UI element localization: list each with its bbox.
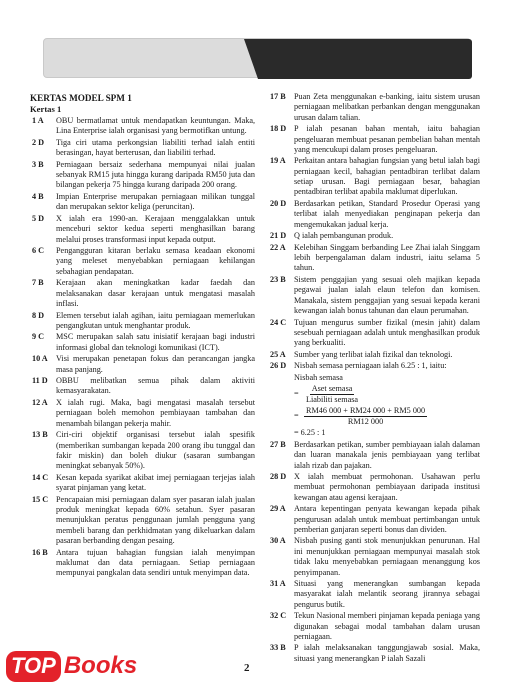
answer-item: [268, 536, 480, 577]
answer-item: [268, 361, 480, 371]
answer-number: 12 A: [32, 398, 48, 407]
answer-text: Tujuan mengurus sumber fizikal (mesin jahit) dalam sesebuah perniagaan adalah untuk menghasilkan produk yang berkualiti.: [294, 317, 480, 348]
section-title: KERTAS MODEL SPM 1: [30, 93, 132, 103]
logo-books-text: Books: [63, 652, 138, 679]
formula-denominator-1: Liabiliti semasa: [306, 394, 359, 404]
answer-item: [268, 231, 480, 241]
answer-number: 23 B: [270, 274, 286, 284]
formula-equals: =: [294, 389, 299, 399]
formula-numerator-2: RM46 000 + RM24 000 + RM5 000: [306, 405, 426, 415]
formula-fraction-1: [304, 384, 360, 405]
answer-text: X ialah rugi. Maka, bagi mengatasi masalah tersebut perniagaan boleh memohon pembiayaan tambahan dan menambah bilangan pekerja mahir.: [56, 398, 255, 428]
answer-text: Tekun Nasional memberi pinjaman kepada peniaga yang digunakan sebagai modal tambahan dalam urusan perniagaan.: [294, 611, 480, 641]
formula-result: = 6.25 : 1: [294, 427, 326, 437]
answer-list-left: [30, 116, 255, 579]
answer-item: [30, 495, 255, 547]
formula-numerator-1: Aset semasa: [311, 383, 353, 393]
answer-item: [268, 643, 480, 664]
right-column: [268, 92, 480, 665]
answer-text: Berdasarkan petikan, Standard Prosedur Operasi yang terlibat ialah menyediakan penginapan pekerja dan mengemukakan jadual kerja.: [294, 199, 480, 229]
answer-item: [30, 332, 255, 353]
answer-text: Kerajaan akan meningkatkan kadar faedah dan melaksanakan dasar kerajaan untuk mengatasi masalah inflasi.: [56, 278, 255, 308]
answer-item: [268, 611, 480, 642]
answer-number: 31 A: [270, 579, 286, 589]
answer-item: [30, 548, 255, 579]
answer-text: Nisbah semasa perniagaan ialah 6.25 : 1, iaitu:: [294, 361, 447, 371]
answer-number: 17 B: [270, 92, 286, 101]
answer-item: [268, 156, 480, 197]
answer-text: Elemen tersebut ialah agihan, iaitu perniagaan memerlukan pengangkutan untuk menghantar produk.: [56, 310, 255, 330]
answer-number: 29 A: [270, 504, 286, 514]
answer-number: 2 D: [32, 137, 45, 147]
answer-item: [268, 504, 480, 535]
answer-item: [30, 354, 255, 375]
answer-item: [268, 579, 480, 610]
answer-item: [268, 318, 480, 349]
answer-number: 14 C: [32, 472, 49, 482]
formula-row-2: [294, 406, 480, 427]
answer-item: [268, 472, 480, 503]
answer-number: 21 D: [270, 231, 287, 241]
header-tab: [258, 39, 472, 79]
answer-item: [30, 116, 255, 137]
answer-item: [30, 430, 255, 471]
answer-text: Antara tujuan bahagian fungsian ialah menyimpan maklumat dan data perniagaan. Setiap perniagaan mempunyai pangkalan data sendiri untuk menyimpan data.: [56, 547, 255, 578]
answer-text: Perniagaan bersaiz sederhana mempunyai nilai jualan sebanyak RM15 juta hingga kurang daripada RM50 juta dan bilangan pekerja 75 hingga kurang daripada 200 orang.: [56, 159, 255, 190]
answer-number: 28 D: [270, 472, 287, 482]
answer-item: [30, 214, 255, 245]
answer-number: 22 A: [270, 242, 286, 252]
answer-number: 6 C: [32, 246, 45, 256]
answer-number: 25 A: [270, 349, 286, 359]
answer-number: 1 A: [32, 116, 44, 125]
formula-equals: =: [294, 411, 299, 421]
answer-text: X ialah membuat permohonan. Usahawan perlu membuat permohonan pembiayaan daripada institusi kewangan atau agensi kerajaan.: [294, 472, 480, 502]
answer-number: 16 B: [32, 547, 48, 557]
answer-item: [30, 376, 255, 397]
answer-text: Puan Zeta menggunakan e-banking, iaitu sistem urusan perniagaan melibatkan perbankan dengan menggunakan urusan dalam talian.: [294, 92, 480, 122]
answer-text: Perkaitan antara bahagian fungsian yang betul ialah bagi perniagaan kecil, bahagian pentadbiran terlibat dalam setiap urusan. Bagi perniagaan besar, bahagian pentadbiran terlibat apabila maklumat diperlukan.: [294, 156, 480, 197]
answer-item: [268, 275, 480, 316]
header-band: [43, 38, 471, 78]
answer-item: [268, 350, 480, 360]
answer-number: 24 C: [270, 317, 287, 327]
answer-number: 15 C: [32, 494, 49, 504]
answer-number: 13 B: [32, 430, 48, 440]
answer-number: 26 D: [270, 361, 287, 371]
answer-number: 32 C: [270, 611, 287, 621]
answer-text: Kelebihan Singgam berbanding Lee Zhai ialah Singgam lebih berpengalaman dalam industri, iaitu selama 5 tahun.: [294, 242, 480, 273]
answer-number: 4 B: [32, 191, 44, 201]
formula-block: [294, 373, 480, 438]
answer-text: Impian Enterprise merupakan perniagaan milikan tunggal dan merupakan sektor keliga (peruncitan).: [56, 191, 255, 212]
formula-denominator-2: RM12 000: [347, 416, 384, 426]
answer-item: [30, 192, 255, 213]
answer-text: OBBU melibatkan semua pihak dalam aktiviti kemasyarakatan.: [56, 376, 255, 396]
formula-label: Nisbah semasa: [294, 372, 343, 382]
answer-number: 7 B: [32, 278, 44, 288]
answer-text: Visi merupakan penetapan fokus dan perancangan jangka masa panjang.: [56, 354, 255, 374]
answer-item: [268, 199, 480, 230]
answer-number: 11 D: [32, 376, 48, 386]
answer-number: 33 B: [270, 643, 286, 653]
answer-item: [30, 398, 255, 429]
formula-row-1: [294, 384, 480, 405]
answer-item: [30, 138, 255, 159]
answer-text: Berdasarkan petikan, sumber pembiayaan ialah dalaman dan luaran manakala jenis pembiayaan yang terlibat ialah rizab dan pajakan.: [294, 439, 480, 470]
page-title: JAWAPAN: [234, 8, 329, 28]
logo-top-text: TOP: [6, 651, 61, 682]
answer-text: Nisbah pusing ganti stok menunjukkan penurunan. Hal ini menunjukkan perniagaan mempunyai masalah stok tidak laku menyebabkan perniagaan menanggung kos penyimpanan.: [294, 536, 480, 577]
answer-text: Situasi yang menerangkan sumbangan kepada masyarakat ialah melantik seorang jirannya sebagai pengurus butik.: [294, 579, 480, 609]
answer-number: 19 A: [270, 156, 286, 166]
answer-number: 9 C: [32, 332, 45, 342]
answer-number: 20 D: [270, 199, 287, 208]
answer-text: MSC merupakan salah satu inisiatif kerajaan bagi industri informasi global dan teknologi komunikasi (ICT).: [56, 332, 255, 352]
answer-text: OBU bermatlamat untuk mendapatkan keuntungan. Maka, Lina Enterprise ialah organisasi yang bermotifkan untung.: [56, 116, 255, 136]
answer-text: X ialah era 1990-an. Kerajaan menggalakkan untuk menceburi sektor kedua seperti menghasilkan barang melalui proses transformasi input kepada output.: [56, 213, 255, 244]
formula-fraction-2: [304, 406, 427, 427]
answer-number: 27 B: [270, 439, 286, 449]
left-column: [30, 92, 255, 580]
answer-text: Antara kepentingan penyata kewangan kepada pihak pengurusan adalah untuk membuat pertimbangan untuk pemberian ganjaran seperti bonus dan dividen.: [294, 504, 480, 534]
answer-text: Pengangguran kitaran berlaku semasa keadaan ekonomi yang meleset menyebabkan perniagaan kehilangan sebahagian pendapatan.: [56, 246, 255, 276]
answer-item: [30, 246, 255, 277]
answer-text: Sumber yang terlibat ialah fizikal dan teknologi.: [294, 349, 453, 359]
section-subtitle: Kertas 1: [30, 104, 62, 114]
answer-number: 3 B: [32, 159, 44, 169]
answer-number: 5 D: [32, 213, 45, 223]
answer-text: Pencapaian misi perniagaan dalam syer pasaran ialah jualan produk meningkat kepada 60% setahun. Syer pasaran menunjukkan peratus penggunaan jumlah pengguna yang membeli barang dan perkhidmatan yang dikeluarkan dalam pasaran berbanding dengan pesaing.: [56, 494, 255, 546]
answer-number: 18 D: [270, 124, 287, 134]
answer-number: 8 D: [32, 310, 45, 320]
answer-item: [30, 311, 255, 332]
answer-item: [268, 92, 480, 123]
page-number: 2: [244, 662, 250, 674]
answer-text: Ciri-ciri objektif organisasi tersebut ialah spesifik (memberikan sumbangan kepada 200 orang ibu tunggal dan fakir miskin) dan boleh diukur (sasaran sumbangan meningkat sebanyak 50%).: [56, 430, 255, 471]
answer-list-right-b: [268, 440, 480, 664]
answer-item: [268, 124, 480, 155]
answer-item: [268, 440, 480, 471]
answer-item: [30, 160, 255, 191]
answer-number: 30 A: [270, 536, 286, 546]
answer-text: Sistem penggajian yang sesuai oleh majikan kepada pegawai jualan ialah elaun telefon dan komisen. Manakala, sistem penggajian yang sesuai kepada kerani kewangan ialah bonus tahunan dan elaun perumahan.: [294, 274, 480, 315]
answer-number: 10 A: [32, 354, 48, 364]
answer-text: Tiga ciri utama perkongsian liabiliti terhad ialah entiti berasingan, hayat berterusan, dan liabiliti terhad.: [56, 137, 255, 158]
answer-text: P ialah melaksanakan tanggungjawab sosial. Maka, situasi yang menerangkan P ialah Sazali: [294, 643, 480, 663]
answer-list-right-a: [268, 92, 480, 372]
answer-text: Kesan kepada syarikat akibat imej perniagaan terjejas ialah syarat pinjaman yang ketat.: [56, 472, 255, 493]
answer-text: P ialah pesanan bahan mentah, iaitu bahagian pengeluaran membuat pesanan pembelian bahan mentah yang mencukupi dalam proses pengeluaran.: [294, 124, 480, 154]
answer-item: [30, 278, 255, 309]
answer-text: Q ialah pembangunan produk.: [294, 231, 394, 241]
topbooks-logo: [6, 646, 137, 686]
answer-item: [268, 243, 480, 274]
answer-item: [30, 473, 255, 494]
